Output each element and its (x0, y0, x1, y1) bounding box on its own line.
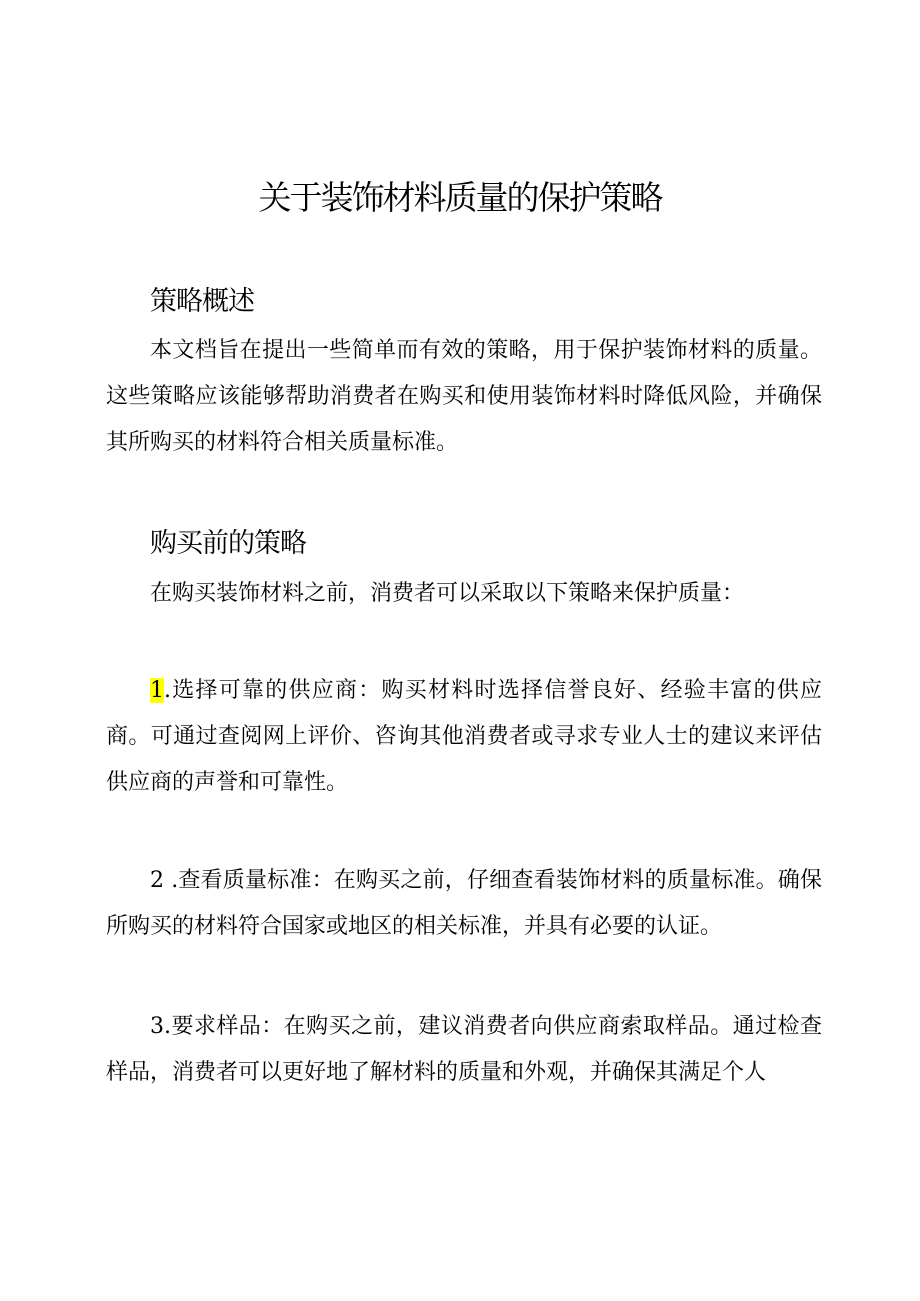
list-item-3 (106, 1004, 822, 1096)
list-item-3-number: 3 (150, 1014, 164, 1039)
list-item-2-text: .查看质量标准：在购买之前，仔细查看装饰材料的质量标准。确保所购买的材料符合国家或地区的相关标准，并具有必要的认证。 (106, 868, 822, 939)
list-item-3-text: .要求样品：在购买之前，建议消费者向供应商索取样品。通过检查样品，消费者可以更好地了解材料的质量和外观，并确保其满足个人 (106, 1014, 822, 1085)
highlighted-number: 1 (150, 678, 164, 703)
list-item-1 (106, 668, 822, 806)
section-heading-before-purchase: 购买前的策略 (150, 528, 306, 559)
overview-paragraph: 本文档旨在提出一些简单而有效的策略，用于保护装饰材料的质量。这些策略应该能够帮助消费者在购买和使用装饰材料时降低风险，并确保其所购买的材料符合相关质量标准。 (106, 338, 822, 455)
section-heading-overview: 策略概述 (150, 286, 254, 317)
before-purchase-intro: 在购买装饰材料之前，消费者可以采取以下策略来保护质量： (150, 581, 745, 606)
document-title: 关于装饰材料质量的保护策略 (258, 178, 662, 217)
list-item-1-text: .选择可靠的供应商：购买材料时选择信誉良好、经验丰富的供应商。可通过查阅网上评价、咨询其他消费者或寻求专业人士的建议来评估供应商的声誉和可靠性。 (106, 678, 822, 795)
list-item-2-number: 2 (150, 868, 164, 893)
list-item-2 (106, 858, 822, 950)
